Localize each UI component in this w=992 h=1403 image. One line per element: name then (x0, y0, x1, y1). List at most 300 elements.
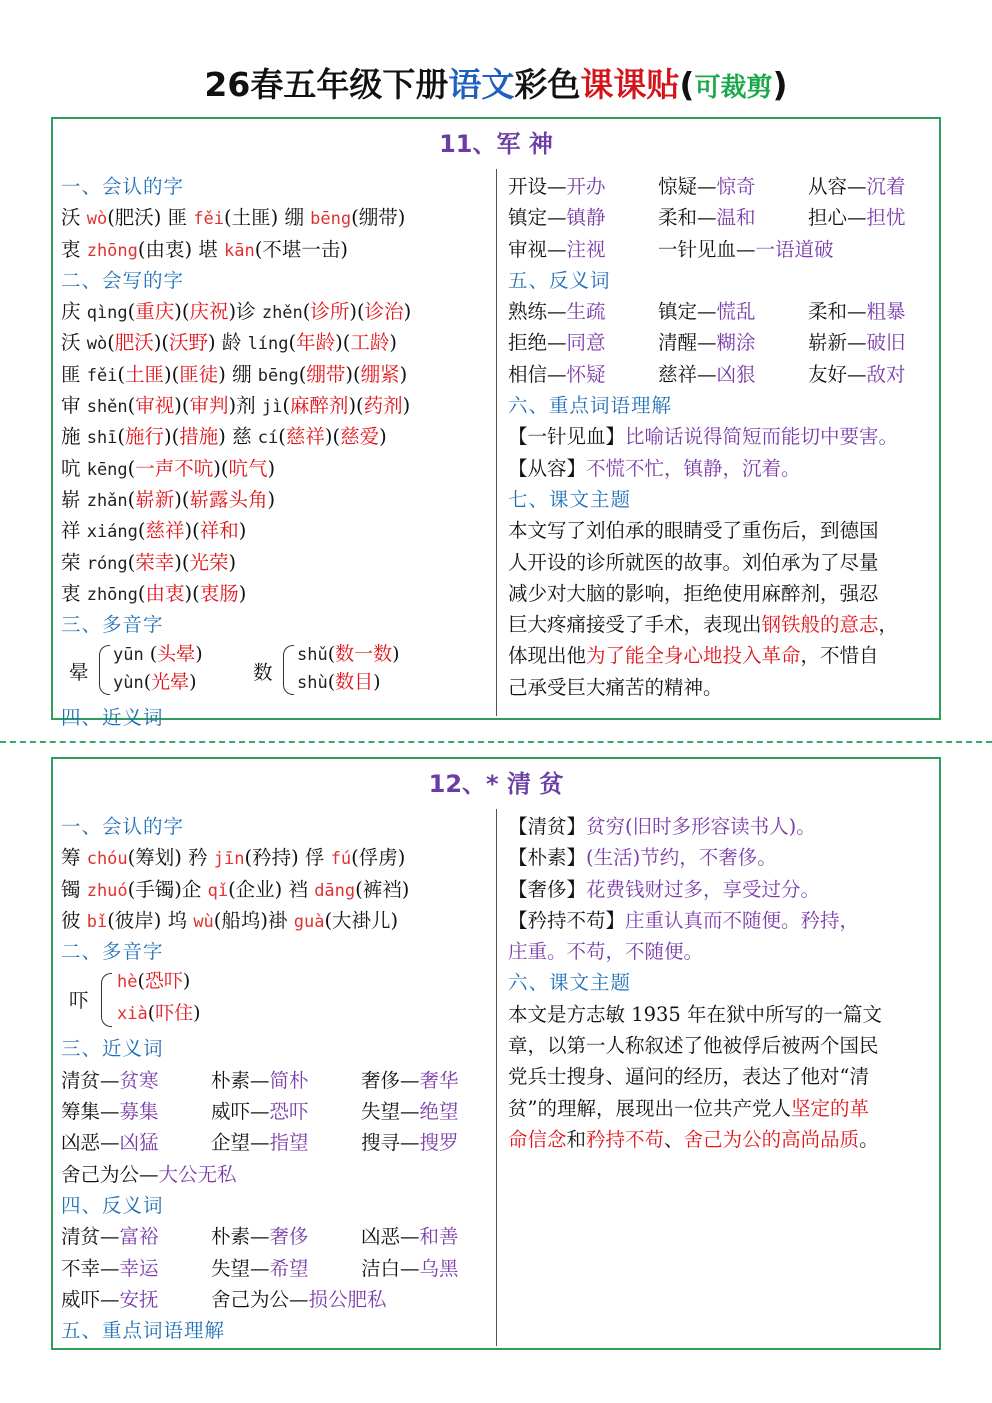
polyphone-char: 晕 (69, 661, 89, 685)
text: ，不惜自 (800, 644, 879, 668)
word-row (61, 1253, 491, 1284)
highlight-text: 吭气 (228, 456, 268, 480)
text: (手镯)企 (127, 877, 208, 901)
lesson-12-right-column (508, 811, 938, 1155)
text: ) 龄 (208, 331, 248, 355)
pinyin: shī (86, 428, 118, 449)
answer-text: 一语道破 (755, 237, 834, 261)
text: 吭 (61, 456, 87, 480)
word-row (61, 1221, 491, 1252)
text: 惊疑— (658, 175, 717, 198)
pinyin: bēng (257, 365, 299, 386)
list-item (508, 874, 938, 905)
answer-text: 镇静 (566, 206, 606, 230)
text: )( (174, 394, 190, 418)
polyphone-reading (113, 668, 197, 697)
text: )( (164, 425, 180, 449)
text: 【清贫】 (508, 815, 587, 838)
word-pair (61, 1159, 237, 1190)
highlight-text: 头晕 (157, 643, 196, 666)
brace (101, 973, 112, 1027)
list-item (61, 327, 491, 358)
section-heading: 五、反义词 (508, 268, 611, 292)
title-sticker: 课课贴 (580, 65, 680, 104)
answer-text: 奢侈 (269, 1225, 309, 1249)
text: ( (278, 425, 286, 449)
text: (筹划) 矜 (127, 846, 214, 870)
word-pair (211, 1127, 361, 1158)
text: ( (147, 1002, 156, 1025)
answer-text: 指望 (269, 1131, 309, 1155)
text: ( (127, 550, 136, 574)
pinyin: róng (86, 553, 128, 574)
key-words-list (508, 421, 938, 484)
text: 崭 (61, 487, 87, 511)
pinyin: qìng (86, 303, 128, 324)
list-item (61, 296, 491, 327)
text: 体现出他 (508, 644, 587, 668)
text: 镇定— (658, 300, 717, 324)
answer-text: 希望 (269, 1256, 309, 1280)
highlight-text: 土匪 (125, 362, 165, 386)
text: )( (345, 362, 361, 386)
answer-text: 贫穷(旧时多形容读书人)。 (586, 815, 816, 838)
highlight-text: 衷肠 (199, 581, 239, 605)
word-pair (211, 1221, 361, 1252)
text: 庆 (61, 300, 87, 324)
highlight-text: 一声不吭 (135, 456, 214, 480)
word-row (61, 1065, 491, 1096)
highlight-text: 为了能全身心地投入革命 (586, 644, 801, 668)
highlight-text: 诊所 (310, 300, 350, 324)
word-pair (658, 171, 808, 202)
text: ) (392, 643, 400, 666)
text: (企业) 裆 (228, 877, 315, 901)
synonym-grid (61, 1065, 491, 1190)
text: 施 (61, 425, 87, 449)
text: (俘虏) (351, 846, 406, 870)
word-pair (361, 1221, 511, 1252)
answer-text: 凶狠 (716, 362, 756, 386)
text: (绷带) (351, 206, 406, 230)
text: ( (117, 362, 126, 386)
word-pair (211, 1096, 361, 1127)
answer-text: 糊涂 (716, 331, 756, 355)
pinyin: shǔ (297, 645, 328, 666)
word-pair (508, 359, 658, 390)
text: (由衷) 堪 (137, 237, 225, 261)
word-pair (508, 171, 658, 202)
pinyin: fú (330, 849, 352, 870)
text: 凶恶— (61, 1131, 120, 1155)
word-pair (61, 1253, 211, 1284)
highlight-text: 慈祥 (145, 519, 185, 543)
answer-text: 庄重认真而不随便。矜持， (625, 908, 860, 932)
word-pair (361, 1096, 511, 1127)
paragraph-line (508, 578, 938, 609)
section-heading: 二、会写的字 (61, 268, 185, 292)
list-item (61, 905, 491, 936)
answer-text: 安抚 (119, 1287, 159, 1311)
text: 审视— (508, 237, 567, 261)
text: 企望— (211, 1131, 270, 1155)
section-heading: 五、重点词语理解 (61, 1319, 226, 1343)
section-heading: 三、多音字 (61, 613, 164, 637)
antonym-grid (508, 296, 938, 390)
pinyin: dāng (314, 880, 356, 901)
text: ) (389, 331, 397, 355)
word-pair (61, 1221, 211, 1252)
text: 彼 (61, 908, 87, 932)
text: ) (182, 970, 191, 993)
list-item (61, 547, 491, 578)
lesson-11-left-column (61, 171, 491, 734)
answer-text: 大公无私 (158, 1162, 237, 1186)
list-item (61, 202, 491, 233)
text: ) (228, 550, 237, 574)
text: 衷 (61, 237, 87, 261)
word-pair (211, 1065, 361, 1096)
highlight-text: 数目 (335, 671, 374, 694)
word-pair (508, 234, 658, 265)
text: 己承受巨大痛苦的精神。 (508, 675, 723, 699)
list-item (508, 905, 938, 936)
polyphone-char: 数 (253, 661, 273, 685)
text: 清贫— (61, 1225, 120, 1249)
recognize-chars-list (61, 842, 491, 936)
list-item (508, 842, 938, 873)
brace (99, 645, 110, 695)
answer-text: 简朴 (269, 1068, 309, 1092)
answer-text: 花费钱财过多，享受过分。 (586, 877, 821, 901)
pinyin: líng (247, 334, 289, 355)
highlight-text: 荣幸 (135, 550, 175, 574)
text: 。 (859, 1127, 879, 1151)
list-item (508, 936, 938, 967)
answer-text: 敌对 (866, 362, 906, 386)
answer-text: 沉着 (866, 175, 906, 198)
text: ( (282, 394, 290, 418)
brace (283, 645, 294, 695)
text: )( (153, 331, 170, 355)
polyphone-group (61, 640, 491, 702)
paragraph-line (508, 1030, 938, 1061)
pinyin: yūn (113, 645, 144, 666)
answer-text: 绝望 (419, 1100, 459, 1124)
text: 巨大疼痛接受了手术，表现出 (508, 613, 762, 637)
text: )剂 (228, 394, 262, 418)
text: 威吓— (61, 1287, 120, 1311)
text: )( (174, 300, 190, 324)
list-item (61, 484, 491, 515)
paragraph-line (508, 1061, 938, 1092)
title-cuttable: 可裁剪 (694, 73, 773, 103)
word-row (61, 1127, 491, 1158)
section-heading: 二、多音字 (61, 940, 164, 964)
highlight-text: 命信念 (508, 1127, 567, 1151)
text: 贫”的理解，展现出一位共产党人 (508, 1096, 791, 1120)
text: ) (399, 362, 408, 386)
word-pair (808, 359, 958, 390)
highlight-text: 庆祝 (189, 300, 229, 324)
text: 柔和— (658, 206, 717, 230)
polyphone-char: 吓 (69, 989, 89, 1013)
highlight-text: 坚定的革 (790, 1096, 869, 1120)
word-pair (361, 1065, 511, 1096)
word-pair (361, 1253, 511, 1284)
word-pair (808, 202, 958, 233)
pinyin: wò (86, 209, 108, 230)
word-row (508, 234, 938, 265)
pinyin: jì (261, 397, 283, 418)
text: 筹集— (61, 1100, 120, 1124)
text: 【朴素】 (508, 846, 587, 870)
text: ) (193, 1002, 201, 1025)
text: ( (137, 519, 146, 543)
word-pair (808, 171, 958, 202)
text: 荣 (61, 550, 87, 574)
key-words-list (508, 811, 938, 967)
text: (肥沃) 匪 (107, 206, 194, 230)
word-pair (658, 202, 808, 233)
highlight-text: 恐吓 (144, 970, 183, 993)
paragraph-line (508, 640, 938, 671)
text: (彼岸) 坞 (107, 908, 194, 932)
answer-text: 怀疑 (566, 362, 606, 386)
word-pair (658, 359, 808, 390)
text: ( (117, 425, 126, 449)
highlight-text: 光荣 (189, 550, 229, 574)
synonym-grid (508, 171, 938, 265)
word-pair (658, 327, 808, 358)
text: ) (238, 519, 247, 543)
text: ) (238, 581, 247, 605)
highlight-text: 匪徒 (179, 362, 219, 386)
text: 匪 (61, 362, 87, 386)
section-heading: 一、会认的字 (61, 175, 185, 198)
text: 凶恶— (361, 1225, 420, 1249)
text: 从容— (808, 175, 867, 198)
text: 慈祥— (658, 362, 717, 386)
word-pair (211, 1284, 387, 1315)
highlight-text: 审视 (135, 394, 175, 418)
answer-text: 同意 (566, 331, 606, 355)
theme-paragraph (508, 999, 938, 1155)
text: ( (143, 643, 158, 666)
highlight-text: 年龄 (296, 331, 336, 355)
answer-text: 恐吓 (269, 1100, 309, 1124)
text: )( (164, 362, 180, 386)
word-pair (211, 1253, 361, 1284)
highlight-text: 由衷 (145, 581, 185, 605)
text: 威吓— (211, 1100, 270, 1124)
highlight-text: 光晕 (151, 671, 190, 694)
word-row (508, 296, 938, 327)
word-pair (61, 1096, 211, 1127)
text: ( (298, 362, 307, 386)
text: ) (195, 643, 203, 666)
answer-text: 幸运 (119, 1256, 159, 1280)
text: 章，以第一人称叙述了他被俘后被两个国民 (508, 1034, 879, 1058)
text: (土匪) 绷 (224, 206, 311, 230)
text: ) 慈 (218, 425, 258, 449)
list-item (61, 515, 491, 546)
text: 本文写了刘伯承的眼睛受了重伤后，到德国 (508, 519, 879, 543)
list-item (508, 453, 938, 484)
text: 清贫— (61, 1068, 120, 1092)
pinyin: fěi (193, 209, 225, 230)
text: ， (878, 613, 899, 637)
pinyin: qǐ (207, 880, 229, 901)
highlight-text: 舍己为公的高尚品质 (683, 1127, 860, 1151)
highlight-text: 工龄 (350, 331, 390, 355)
highlight-text: 措施 (179, 425, 219, 449)
pinyin: kān (224, 240, 255, 261)
text: 审 (61, 394, 87, 418)
list-item (61, 453, 491, 484)
list-item (61, 234, 491, 265)
text: 开设— (508, 175, 567, 198)
text: ( (127, 456, 136, 480)
paragraph-line (508, 1093, 938, 1124)
highlight-text: 药剂 (363, 394, 403, 418)
word-row (508, 327, 938, 358)
write-chars-list (61, 296, 491, 609)
highlight-text: 麻醉剂 (289, 394, 349, 418)
text: 熟练— (508, 300, 567, 324)
text: 祥 (61, 519, 87, 543)
title-color: 彩色 (514, 65, 581, 104)
answer-text: 贫寒 (119, 1068, 159, 1092)
text: 搜寻— (361, 1131, 420, 1155)
highlight-text: 崭新 (135, 487, 175, 511)
text: 友好— (808, 362, 867, 386)
text: 、 (664, 1127, 684, 1151)
polyphone-reading (297, 640, 400, 669)
text: )( (174, 550, 190, 574)
answer-text: 富裕 (119, 1225, 159, 1249)
section-heading: 六、课文主题 (508, 971, 632, 995)
lesson-12-left-column (61, 811, 491, 1346)
text: )( (348, 394, 364, 418)
pinyin: wò (86, 334, 108, 355)
section-heading: 一、会认的字 (61, 815, 185, 838)
text: 奢侈— (361, 1068, 420, 1092)
answer-text: 粗暴 (866, 300, 906, 324)
text: 朴素— (211, 1225, 270, 1249)
text: 舍己为公— (211, 1287, 309, 1311)
antonym-grid (61, 1221, 491, 1315)
list-item (61, 421, 491, 452)
highlight-text: 慈爱 (340, 425, 380, 449)
text: 相信— (508, 362, 567, 386)
text: ( (137, 581, 146, 605)
word-pair (658, 296, 808, 327)
word-pair (808, 296, 958, 327)
section-heading: 三、近义词 (61, 1037, 164, 1061)
word-pair (808, 327, 958, 358)
lesson-11-title: 11、军 神 (439, 130, 553, 158)
text: (大褂儿) (324, 908, 399, 932)
answer-text: 生疏 (566, 300, 606, 324)
polyphone-group (61, 967, 491, 1033)
text: ) (267, 456, 276, 480)
text: )( (174, 487, 190, 511)
word-pair (508, 202, 658, 233)
highlight-text: 绷紧 (360, 362, 400, 386)
word-row (61, 1096, 491, 1127)
word-row (508, 202, 938, 233)
paragraph-line (508, 609, 938, 640)
lesson-12-title: 12、* 清 贫 (428, 770, 564, 798)
text: 党兵士搜身、逼问的经历，表达了他对“清 (508, 1065, 869, 1089)
cut-line (0, 741, 992, 743)
text: 沃 (61, 206, 87, 230)
lesson-11-card (51, 117, 941, 730)
text: ( (327, 643, 336, 666)
list-item (61, 842, 491, 873)
text: 一针见血— (658, 237, 756, 261)
text: )诊 (228, 300, 262, 324)
list-item (508, 811, 938, 842)
paragraph-line (508, 1124, 938, 1155)
list-item (61, 390, 491, 421)
text: 【矜持不苟】 (508, 908, 626, 932)
title-paren-open: ( (679, 65, 695, 104)
word-pair (508, 296, 658, 327)
pinyin: bēng (310, 209, 352, 230)
paragraph-line (508, 515, 938, 546)
highlight-text: 钢铁般的意志 (761, 613, 879, 637)
answer-text: 慌乱 (716, 300, 756, 324)
text: 失望— (361, 1100, 420, 1124)
answer-text: 惊奇 (716, 175, 756, 198)
text: 【一针见血】 (508, 425, 626, 449)
text: )( (349, 300, 365, 324)
text: 失望— (211, 1256, 270, 1280)
word-pair (508, 327, 658, 358)
answer-text: 庄重。不苟，不随便。 (508, 940, 704, 964)
text: ) (189, 671, 197, 694)
text: ) (267, 487, 276, 511)
answer-text: 乌黑 (419, 1256, 459, 1280)
title-subject: 语文 (448, 65, 515, 104)
word-pair (658, 234, 834, 265)
text: (裤裆) (355, 877, 410, 901)
answer-text: 注视 (566, 237, 606, 261)
highlight-text: 重庆 (135, 300, 175, 324)
paragraph-line (508, 999, 938, 1030)
paragraph-line (508, 672, 938, 703)
text: 镇定— (508, 206, 567, 230)
answer-text: 温和 (716, 206, 756, 230)
text: ( (107, 331, 115, 355)
text: 减少对大脑的影响，拒绝使用麻醉剂，强忍 (508, 581, 879, 605)
lesson-12-card (51, 757, 941, 1350)
text: ( (327, 671, 336, 694)
pinyin: zhěn (261, 303, 303, 324)
text: (不堪一击) (254, 237, 348, 261)
polyphone-reading (117, 967, 190, 996)
answer-text: 募集 (119, 1100, 159, 1124)
text: ( (288, 331, 297, 355)
highlight-text: 绷带 (306, 362, 346, 386)
pinyin: hè (117, 972, 138, 993)
polyphone-reading (117, 999, 201, 1028)
polyphone-reading (297, 668, 381, 697)
pinyin: zhuó (86, 880, 128, 901)
text: ( (127, 487, 136, 511)
